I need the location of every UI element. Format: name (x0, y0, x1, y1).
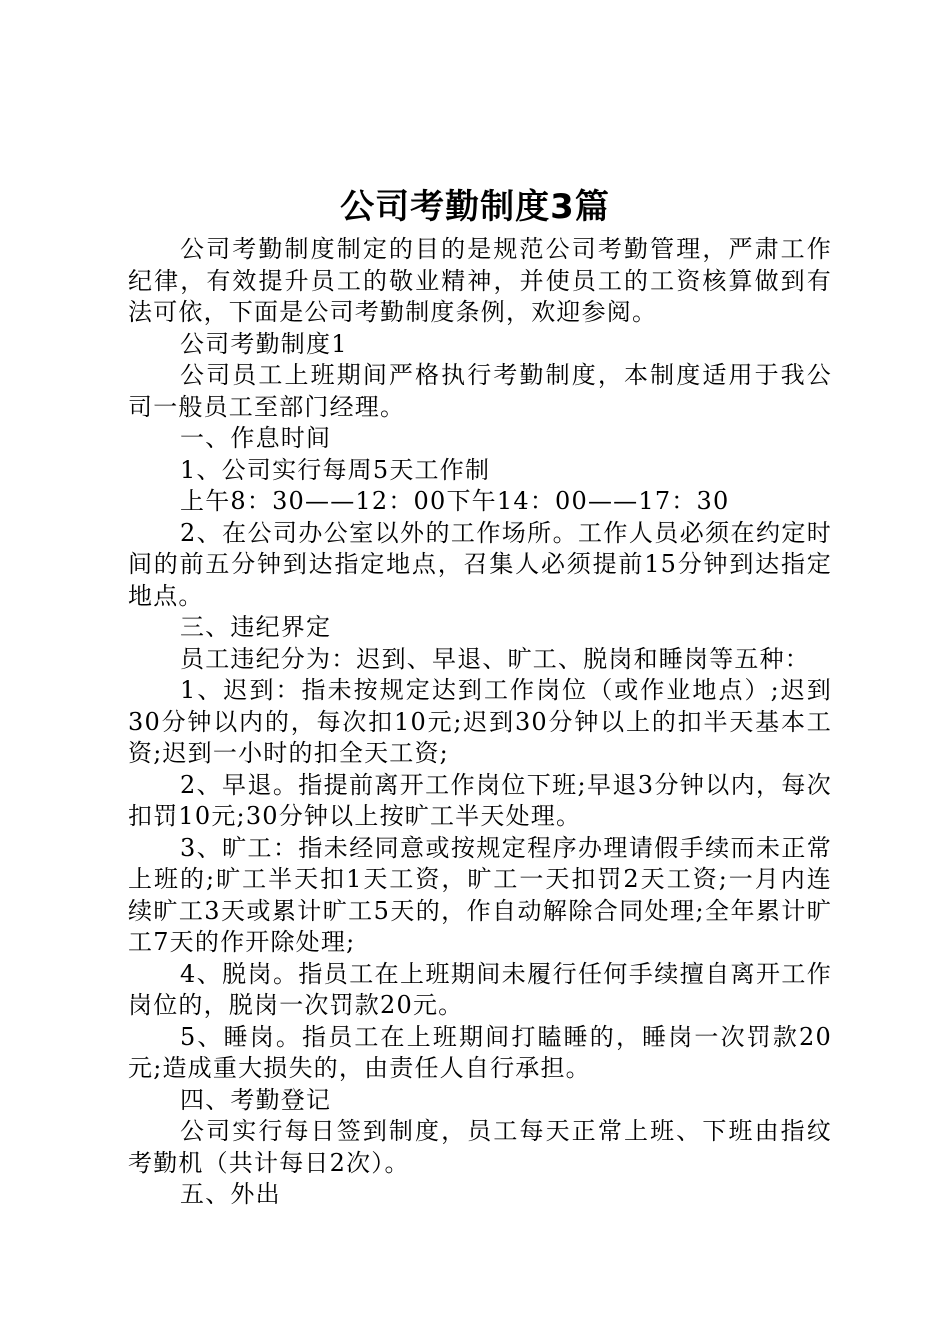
scope-paragraph: 公司员工上班期间严格执行考勤制度，本制度适用于我公司一般员工至部门经理。 (128, 361, 832, 421)
section-heading-policy-1: 公司考勤制度1 (180, 329, 348, 358)
item-daily-schedule: 上午8：30——12：00下午14：00——17：30 (180, 487, 730, 515)
violation-types-paragraph: 员工违纪分为：迟到、早退、旷工、脱岗和睡岗等五种： (180, 644, 810, 673)
item-late: 1、迟到：指未按规定达到工作岗位（或作业地点）;迟到30分钟以内的，每次扣10元;迟到30分钟以上的扣半天基本工资;迟到一小时的扣全天工资; (128, 676, 832, 767)
item-five-day-week: 1、公司实行每周5天工作制 (180, 455, 491, 484)
intro-paragraph: 公司考勤制度制定的目的是规范公司考勤管理，严肃工作纪律，有效提升员工的敬业精神，并使员工的工资核算做到有法可依，下面是公司考勤制度条例，欢迎参阅。 (128, 235, 832, 326)
heading-going-out: 五、外出 (180, 1180, 281, 1208)
item-off-post: 4、脱岗。指员工在上班期间未履行任何手续擅自离开工作岗位的，脱岗一次罚款20元。 (128, 959, 832, 1019)
heading-violations: 三、违纪界定 (180, 613, 332, 641)
item-offsite-rule: 2、在公司办公室以外的工作场所。工作人员必须在约定时间的前五分钟到达指定地点，召集人必须提前15分钟到达指定地点。 (128, 518, 832, 610)
item-leave-early: 2、早退。指提前离开工作岗位下班;早退3分钟以内，每次扣罚10元;30分钟以上按旷工半天处理。 (128, 770, 832, 830)
item-sleeping: 5、睡岗。指员工在上班期间打瞌睡的，睡岗一次罚款20元;造成重大损失的，由责任人自行承担。 (128, 1022, 832, 1082)
heading-attendance-registration: 四、考勤登记 (180, 1085, 332, 1114)
registration-paragraph: 公司实行每日签到制度，员工每天正常上班、下班由指纹考勤机（共计每日2次）。 (128, 1117, 832, 1177)
document-title: 公司考勤制度3篇 (340, 187, 610, 227)
heading-work-hours: 一、作息时间 (180, 424, 332, 452)
item-absence: 3、旷工：指未经同意或按规定程序办理请假手续而未正常上班的;旷工半天扣1天工资，旷工一天扣罚2天工资;一月内连续旷工3天或累计旷工5天的，作自动解除合同处理;全年累计旷工7天的作开除处理; (128, 833, 832, 956)
document-body (128, 234, 832, 1211)
